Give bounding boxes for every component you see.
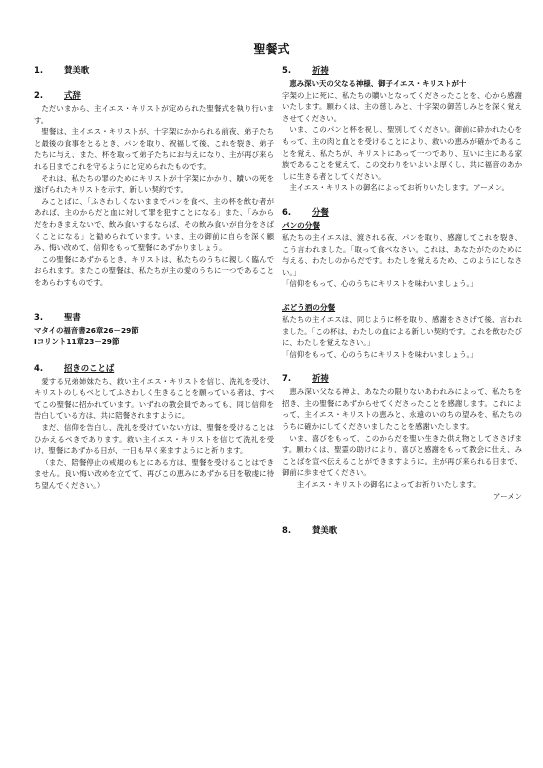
section-heading: [34, 89, 274, 101]
section-heading: [282, 372, 522, 384]
section-heading: [282, 64, 522, 76]
document-title: 聖餐式: [253, 42, 290, 56]
section-number: 3.: [34, 311, 44, 322]
section-title: 式辞: [64, 90, 81, 100]
paragraph: 私たちの主イエスは、渡される夜、パンを取り、感謝してこれを裂き、こう言われました。「取って食べなさい。これは、あなたがたのために与える、わたしのからだです。わたしを覚えるため、このようにしなさい。」: [282, 232, 522, 277]
section-1: [34, 64, 274, 76]
section-number: 8.: [282, 525, 292, 536]
section-2: [34, 89, 274, 289]
paragraph: それは、私たちの罪のためにキリストが十字架にかかり、贖いの死を遂げられたキリストを示す、新しい契約です。: [34, 173, 274, 195]
amen: アーメン: [493, 491, 522, 501]
left-column: [34, 64, 274, 492]
paragraph: 「信仰をもって、心のうちにキリストを味わいましょう。」: [282, 349, 478, 359]
scripture-reference: マタイの福音書26章26－29節: [34, 325, 139, 335]
section-heading: [282, 524, 522, 536]
subsection-title-bread: パンの分餐: [282, 220, 320, 230]
section-5: [282, 64, 522, 194]
paragraph: 恵み深い父なる神よ、あなたの限りないあわれみによって、私たちを招き、主の聖餐にあずからせてくださったことを感謝します。これによって、主イエス・キリストの恵みと、永遠のいのちの望みを、私たちのうちに確かにしてくださいましたことを感謝いたします。: [282, 387, 522, 432]
paragraph: 聖餐は、主イエス・キリストが、十字架にかかられる前夜、弟子たちと最後の食事をとるとき、パンを取り、祝福して後、これを裂き、弟子たちに与え、また、杯を取って弟子たちにお与えになり、主が再び来られる日までこれを守るようにと定められたものです。: [34, 127, 274, 171]
section-title: 分餐: [312, 206, 329, 217]
prayer-lead: 恵み深い天の父なる神様、御子イエス・キリストが十: [289, 79, 467, 88]
section-number: 1.: [34, 65, 44, 75]
paragraph: この聖餐にあずかるとき、キリストは、私たちのうちに親しく臨んでおられます。またこの聖餐は、私たちが主の愛のうちに一つであることをあらわすものです。: [34, 254, 274, 287]
paragraph: 私たちの主イエスは、同じように杯を取り、感謝をささげて後、言われました。「この杯は、わたしの血による新しい契約です。これを飲むたびに、わたしを覚えなさい。」: [282, 314, 522, 348]
section-heading: [282, 206, 522, 218]
paragraph: 字架の上に死に、私たちの贖いとなってくださったことを、心から感謝いたします。願わくは、主の慈しみと、十字架の御苦しみとを深く覚えさせてください。: [282, 90, 522, 123]
paragraph: （また、陪餐停止の戒規のもとにある方は、聖餐を受けることはできません。良い悔い改めを立てて、再びこの恵みにあずかる日を敬虔に待ち望んでください。）: [34, 457, 274, 491]
section-heading: [34, 64, 274, 76]
section-3: [34, 311, 274, 348]
section-number: 4.: [34, 362, 44, 373]
section-6: [282, 206, 522, 360]
paragraph: 愛する兄弟姉妹たち、救い主イエス・キリストを信じ、洗礼を受け、キリストのしもべとしてふさわしく生きることを願っている者は、すべてこの聖餐に招かれています。いずれの教会員であっても、同じ信仰を告白している方は、共に陪餐されますように。: [34, 376, 274, 421]
section-title: 祈祷: [312, 373, 329, 384]
section-number: 2.: [34, 90, 44, 100]
paragraph: いま、このパンと杯を祝し、聖別してください。御前に砕かれた心をもって、主の肉と血とを受けることにより、救いの恵みが確かであることを覚え、私たちが、キリストにあって一つであり、互いに主にある家族であることを覚えて、この交わりをいよいよ厚くし、共に福音のあかしに生きる者としてください。: [282, 125, 522, 181]
section-number: 6.: [282, 206, 292, 217]
paragraph: 「信仰をもって、心のうちにキリストを味わいましょう。」: [282, 279, 478, 289]
paragraph: 主イエス・キリストの御名によってお祈りいたします。: [296, 480, 481, 490]
section-number: 5.: [282, 65, 292, 75]
section-title: 聖書: [64, 311, 81, 322]
right-column: [282, 64, 522, 538]
subsection-title-wine: ぶどう酒の分餐: [282, 302, 336, 312]
paragraph: みことばに、「ふさわしくないままでパンを食べ、主の杯を飲む者があれば、主のからだと血に対して罪を犯すことになる」また、「みからだをわきまえないで、飲み食いするならば、その飲み食いが自分をさばくことになる」と勧められています。いま、主の御前に自らを深く顧み、悔い改めて、信仰をもって聖餐にあずかりましょう。: [34, 196, 274, 253]
section-heading: [34, 362, 274, 374]
section-title: 賛美歌: [312, 525, 338, 536]
section-number: 7.: [282, 373, 292, 384]
section-title: 招きのことば: [64, 362, 115, 373]
section-8: [282, 524, 522, 536]
scripture-reference: Ⅰコリント11章23－29節: [34, 337, 120, 347]
section-heading: [34, 311, 274, 323]
section-title: 賛美歌: [64, 65, 90, 75]
paragraph: まだ、信仰を告白し、洗礼を受けていない方は、聖餐を受けることはひかえるべきであります。救い主イエス・キリストを信じて洗礼を受け、聖餐にあずかる日が、一日も早く来ますようにと祈ります。: [34, 423, 274, 456]
section-7: [282, 372, 522, 502]
paragraph: 主イエス・キリストの御名によってお祈りいたします。アーメン。: [289, 183, 509, 193]
paragraph: ただいまから、主イエス・キリストが定められた聖餐式を執り行います。: [34, 104, 274, 125]
paragraph: いま、喜びをもって、このからだを聖い生きた供え物としてささげます。願わくは、聖霊の助けにより、喜びと感謝をもって教会に仕え、みことばを宣べ伝えることができますように。主が再び来られる日まで、御前に歩ませてください。: [282, 433, 522, 478]
section-title: 祈祷: [312, 65, 329, 75]
section-4: [34, 362, 274, 492]
